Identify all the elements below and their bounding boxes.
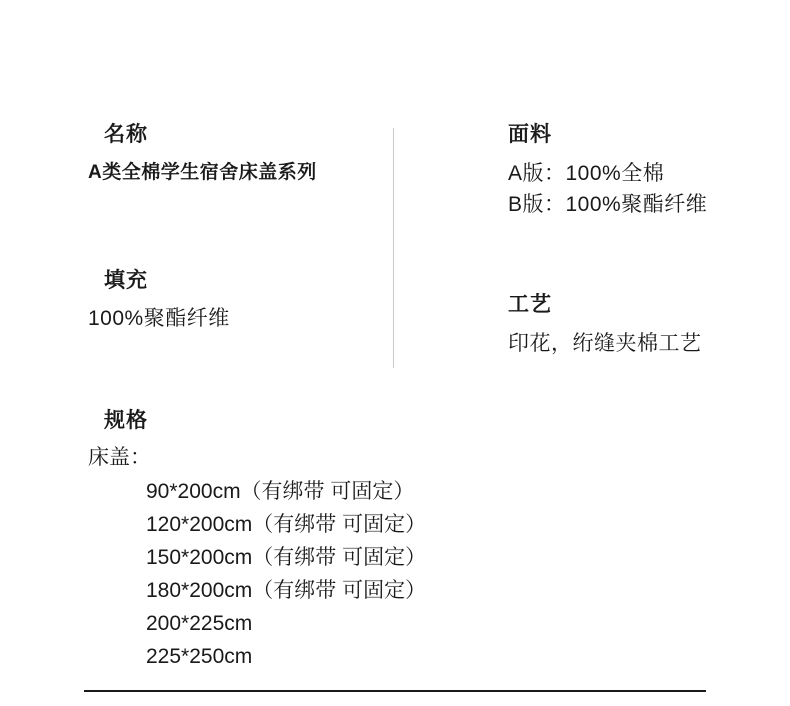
attributes-right-column: [508, 120, 778, 359]
list-item: 200*225cm: [146, 612, 253, 635]
attribute-filling-value: 100%聚酯纤维: [88, 307, 230, 330]
specifications-list: [88, 475, 708, 673]
attribute-filling-block: [88, 266, 388, 334]
bottom-divider: [84, 690, 706, 692]
list-item: 90*200cm（有绑带 可固定）: [146, 480, 415, 503]
column-divider: [393, 128, 394, 368]
attribute-fabric-label: 面料: [508, 123, 552, 146]
list-item: 180*200cm（有绑带 可固定）: [146, 579, 427, 602]
attributes-left-column: [88, 120, 388, 334]
specifications-subject: 床盖：: [88, 446, 151, 469]
attribute-fabric-value-line-a: A版：100%全棉: [508, 162, 665, 185]
attribute-fabric-value-line-b: B版：100%聚酯纤维: [508, 193, 708, 216]
attribute-craft-value-line: 印花，绗缝夹棉工艺: [508, 332, 702, 355]
attribute-craft-label: 工艺: [508, 293, 552, 316]
spacer: [508, 220, 778, 290]
attribute-name-value: A类全棉学生宿舍床盖系列: [88, 162, 317, 183]
attribute-filling-label: 填充: [104, 269, 148, 292]
attribute-name-block: [88, 120, 388, 188]
attribute-fabric-block: [508, 120, 778, 220]
attribute-craft-value: [508, 320, 778, 359]
specifications-label: 规格: [104, 409, 148, 432]
specifications-block: [88, 405, 708, 673]
list-item: 225*250cm: [146, 645, 253, 668]
list-item: 150*200cm（有绑带 可固定）: [146, 546, 427, 569]
spacer: [88, 188, 388, 266]
attribute-name-label: 名称: [104, 123, 148, 146]
attribute-fabric-value: [508, 150, 778, 220]
attribute-craft-block: [508, 290, 778, 359]
list-item: 120*200cm（有绑带 可固定）: [146, 513, 427, 536]
